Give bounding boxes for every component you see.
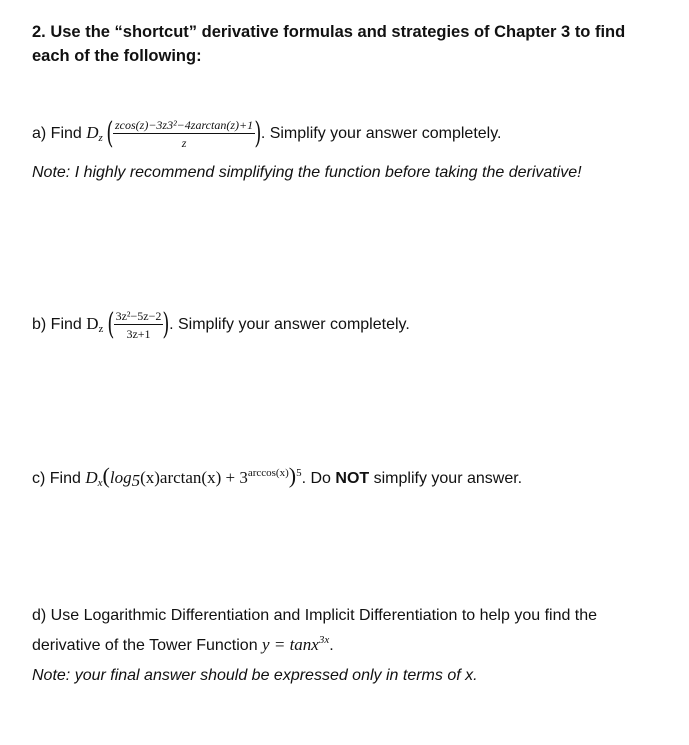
part-a-note: Note: I highly recommend simplifying the function before taking the derivative! bbox=[32, 164, 582, 181]
part-c-prefix: c) Find bbox=[32, 470, 86, 487]
part-c-suffix-bold: NOT bbox=[335, 470, 370, 487]
part-c-expression: $(\log_5(x)\arctan(x) + 3^{arccos(x)})^5$ bbox=[102, 463, 302, 490]
part-b-fraction bbox=[114, 309, 164, 341]
part-b-suffix: . Simplify your answer completely. bbox=[169, 316, 410, 334]
part-b-prompt bbox=[32, 309, 410, 341]
part-a-suffix: . Simplify your answer completely. bbox=[260, 125, 502, 143]
part-a-right-paren: ) bbox=[254, 116, 262, 151]
part-b-prefix: b) Find bbox=[32, 316, 87, 334]
part-a-denominator: z bbox=[181, 136, 187, 150]
part-b-denominator: 3z+1 bbox=[126, 327, 151, 341]
part-b-operator: $D_z$ bbox=[86, 314, 104, 336]
part-a-numerator: zcos(z)−3z3²−4zarctan(z)+1 bbox=[114, 118, 254, 132]
part-d-line-2-text: derivative of the Tower Function bbox=[32, 637, 263, 654]
part-d-math: y = tanx$^{3x}$ bbox=[262, 634, 330, 654]
part-c-prompt bbox=[32, 461, 522, 495]
part-a-left-paren: ( bbox=[106, 116, 114, 151]
part-d-note: Note: your final answer should be expressed only in terms of x. bbox=[32, 667, 478, 684]
part-a-operator: $D_z$ bbox=[86, 123, 103, 145]
part-a-fraction bbox=[113, 118, 255, 150]
part-c-suffix-pre: . Do bbox=[301, 470, 336, 487]
part-d-line-1: d) Use Logarithmic Differentiation and Implicit Differentiation to help you find the bbox=[32, 607, 598, 624]
part-d-line-2: derivative of the Tower Function y = tanx$^{3x}$. bbox=[32, 634, 334, 654]
part-b-left-paren: ( bbox=[107, 307, 115, 342]
part-a-prompt bbox=[32, 118, 501, 150]
part-c-operator: $D_x$ bbox=[85, 468, 103, 489]
part-b-right-paren: ) bbox=[162, 307, 170, 342]
part-b-numerator: 3z²−5z−2 bbox=[115, 309, 162, 323]
question-title-line-1: 2. Use the “shortcut” derivative formulas and strategies of Chapter 3 to find bbox=[32, 23, 626, 41]
part-c-outer-exponent: 5 bbox=[296, 467, 302, 479]
part-c-suffix-post: simplify your answer. bbox=[369, 470, 523, 487]
question-title-line-2: each of the following: bbox=[32, 47, 202, 65]
part-a-prefix: a) Find bbox=[32, 125, 87, 143]
